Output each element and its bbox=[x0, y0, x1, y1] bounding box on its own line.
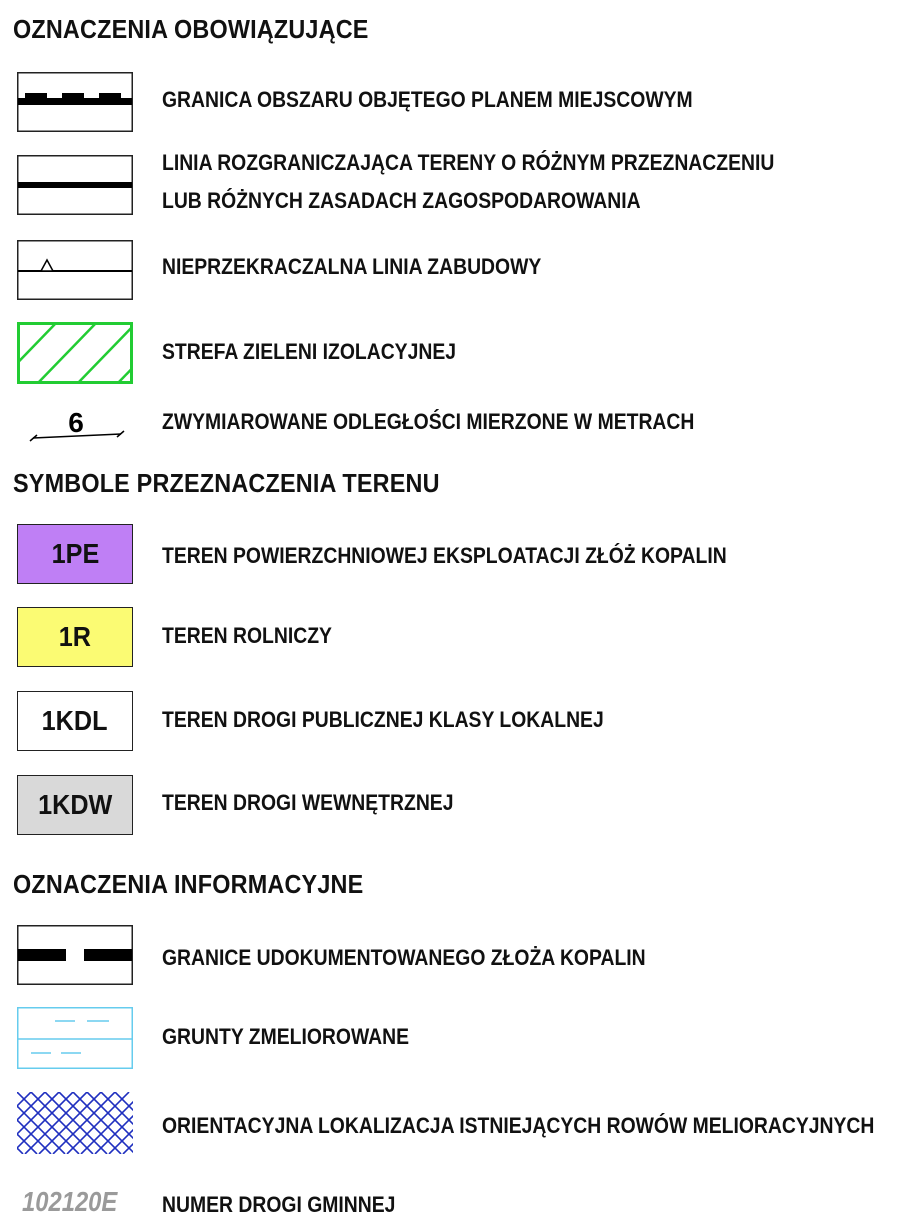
legend-label: GRUNTY ZMELIOROWANE bbox=[162, 1024, 410, 1049]
dimension-value: 6 bbox=[68, 407, 84, 438]
legend-label: TEREN DROGI PUBLICZNEJ KLASY LOKALNEJ bbox=[162, 707, 604, 732]
crosshatch-icon bbox=[17, 1092, 133, 1154]
legend-label: NIEPRZEKRACZALNA LINIA ZABUDOWY bbox=[162, 254, 542, 279]
legend-label: LINIA ROZGRANICZAJĄCA TERENY O RÓŻNYM PRZEZNACZENIU bbox=[162, 150, 775, 175]
legend-label: GRANICA OBSZARU OBJĘTEGO PLANEM MIEJSCOWYM bbox=[162, 87, 693, 112]
land-use-code-1r: 1R bbox=[17, 607, 133, 667]
building-line-icon bbox=[17, 240, 133, 300]
legend-label: NUMER DROGI GMINNEJ bbox=[162, 1192, 396, 1217]
legend-label: TEREN ROLNICZY bbox=[162, 623, 332, 648]
dimension-icon bbox=[17, 400, 133, 445]
legend-label: TEREN DROGI WEWNĘTRZNEJ bbox=[162, 790, 454, 815]
drained-land-icon bbox=[17, 1007, 133, 1069]
deposit-boundary-icon bbox=[17, 925, 133, 985]
legend-label: LUB RÓŻNYCH ZASADACH ZAGOSPODAROWANIA bbox=[162, 188, 641, 213]
legend-label: ZWYMIAROWANE ODLEGŁOŚCI MIERZONE W METRACH bbox=[162, 409, 695, 434]
section-heading-land-use: SYMBOLE PRZEZNACZENIA TERENU bbox=[13, 468, 440, 498]
legend-label: TEREN POWIERZCHNIOWEJ EKSPLOATACJI ZŁÓŻ KOPALIN bbox=[162, 543, 727, 568]
green-hatch-icon bbox=[17, 322, 133, 384]
dividing-line-icon bbox=[17, 155, 133, 215]
section-heading-informational: OZNACZENIA INFORMACYJNE bbox=[13, 869, 364, 899]
land-use-code-1kdl: 1KDL bbox=[17, 691, 133, 751]
legend-label: GRANICE UDOKUMENTOWANEGO ZŁOŻA KOPALIN bbox=[162, 945, 646, 970]
road-number-sample: 102120E bbox=[22, 1186, 118, 1217]
legend-label: ORIENTACYJNA LOKALIZACJA ISTNIEJĄCYCH ROWÓW MELIORACYJNYCH bbox=[162, 1113, 875, 1138]
land-use-code-1pe: 1PE bbox=[17, 524, 133, 584]
section-heading-binding: OZNACZENIA OBOWIĄZUJĄCE bbox=[13, 14, 369, 44]
land-use-code-1kdw: 1KDW bbox=[17, 775, 133, 835]
legend-label: STREFA ZIELENI IZOLACYJNEJ bbox=[162, 339, 457, 364]
dashed-boundary-icon bbox=[17, 72, 133, 132]
